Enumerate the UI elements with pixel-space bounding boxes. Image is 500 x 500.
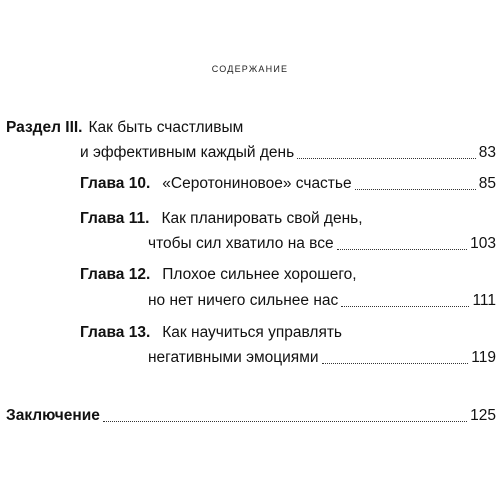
toc-header: СОДЕРЖАНИЕ [211,64,289,74]
conclusion-page-number: 125 [470,407,496,424]
chapter-12-title-line1: Плохое сильнее хорошего, [162,266,357,283]
section-row [6,117,243,139]
section-title-line1: Как быть счастливым [88,119,244,136]
leader-dots [341,305,469,307]
chapter-12-row [80,264,357,286]
leader-dots [103,420,467,422]
chapter-13-row [80,322,342,344]
chapter-10-title: «Серотониновое» счастье [162,175,352,192]
chapter-12-row-2 [148,290,496,312]
leader-dots [355,188,476,190]
chapter-13-title-line2: негативными эмоциями [148,349,319,366]
chapter-11-title-line1: Как планировать свой день, [161,210,363,227]
chapter-11-page-number: 103 [470,235,496,252]
chapter-13-row-2 [148,347,496,369]
chapter-13-label: Глава 13. [80,324,151,341]
chapter-12-page-number: 111 [472,292,496,309]
section-row-2 [80,142,496,164]
chapter-11-row [80,208,363,230]
leader-dots [337,248,468,250]
chapter-10-row [80,173,496,195]
section-title-line2: и эффективным каждый день [80,144,295,161]
chapter-12-label: Глава 12. [80,266,151,283]
chapter-13-page-number: 119 [471,349,496,366]
conclusion-label: Заключение [6,407,100,424]
section-label: Раздел III. [6,119,83,136]
chapter-13-title-line1: Как научиться управлять [162,324,343,341]
chapter-10-page-number: 85 [478,175,496,192]
chapter-10-label: Глава 10. [80,175,151,192]
chapter-11-title-line2: чтобы сил хватило на все [148,235,334,252]
leader-dots [322,362,469,364]
section-page-number: 83 [478,144,496,161]
leader-dots [297,157,476,159]
conclusion-row [6,405,496,427]
chapter-12-title-line2: но нет ничего сильнее нас [148,292,339,309]
chapter-11-label: Глава 11. [80,210,150,227]
chapter-11-row-2 [148,233,496,255]
